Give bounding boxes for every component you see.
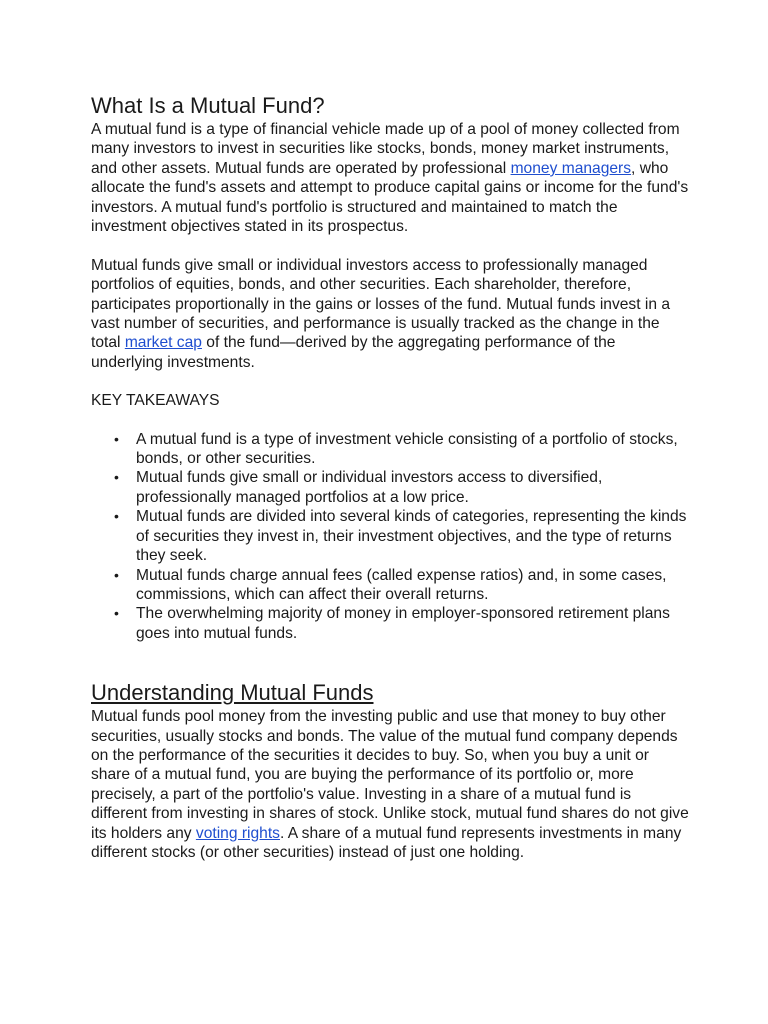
- access-text-start: Mutual funds give small or individual investors access to professionally managed portfolios of equities, bonds, and other securities. Each shareholder, therefore, participates proportionally in the gains or losses of the fund. Mutual funds invest in a vast number of securities, and performance is usually tracked as the change in the total: [91, 256, 671, 352]
- list-item: [114, 507, 691, 565]
- list-item-text: Mutual funds are divided into several kinds of categories, representing the kinds of securities they invest in, their investment objectives, and the type of returns they seek.: [136, 508, 687, 565]
- key-takeaways-heading: KEY TAKEAWAYS: [91, 392, 220, 410]
- key-takeaways-list: [91, 430, 691, 643]
- bullet-icon: •: [114, 605, 119, 622]
- bullet-icon: •: [114, 508, 119, 525]
- list-item-text: The overwhelming majority of money in employer-sponsored retirement plans goes into mutual funds.: [136, 605, 670, 642]
- list-item-text: Mutual funds charge annual fees (called expense ratios) and, in some cases, commissions, which can affect their overall returns.: [136, 566, 667, 603]
- list-item-text: A mutual fund is a type of investment vehicle consisting of a portfolio of stocks, bonds, or other securities.: [136, 430, 678, 468]
- understanding-paragraph: [91, 707, 691, 862]
- list-item: [114, 566, 691, 605]
- section-heading-text: Understanding Mutual Funds: [91, 680, 374, 706]
- page-title: What Is a Mutual Fund?: [91, 93, 325, 118]
- bullet-icon: •: [114, 430, 119, 447]
- section-heading: [91, 679, 691, 707]
- market-cap-link[interactable]: market cap: [124, 334, 202, 352]
- bullet-icon: •: [114, 566, 119, 583]
- bullet-icon: •: [114, 469, 119, 486]
- list-item-text: Mutual funds give small or individual investors access to diversified, professionally managed portfolios at a low price.: [136, 469, 603, 506]
- understanding-text-start: Mutual funds pool money from the investing public and use that money to buy other securities, usually stocks and bonds. The value of the mutual fund company depends on the performance of the securities it decides to buy. So, when you buy a unit or share of a mutual fund, you are buying the performance of its portfolio or, more precisely, a part of the portfolio's value. Investing in a share of a mutual fund is different from investing in shares of stock. Unlike stock, mutual fund shares do not give its holders any: [91, 708, 689, 842]
- list-item: [114, 468, 691, 507]
- list-item: [114, 430, 691, 469]
- list-item: [114, 604, 691, 643]
- intro-text-start: A mutual fund is a type of financial vehicle made up of a pool of money collected from many investors to invest in securities like stocks, bonds, money market instruments, and other assets. Mutual funds are operated by professional: [91, 121, 680, 177]
- access-text-end: of the fund—derived by the aggregating performance of the underlying investments.: [91, 334, 616, 371]
- document-page: [91, 92, 691, 862]
- access-paragraph: [91, 256, 691, 372]
- intro-text-end: , who allocate the fund's assets and attempt to produce capital gains or income for the fund's investors. A mutual fund's portfolio is structured and maintained to match the investment objectives stated in its prospectus.: [91, 159, 689, 236]
- intro-paragraph: [91, 120, 691, 236]
- voting-rights-link[interactable]: voting rights: [195, 824, 280, 842]
- money-managers-link[interactable]: money managers: [510, 159, 632, 177]
- understanding-text-end: . A share of a mutual fund represents investments in many different stocks (or other securities) instead of just one holding.: [91, 824, 682, 861]
